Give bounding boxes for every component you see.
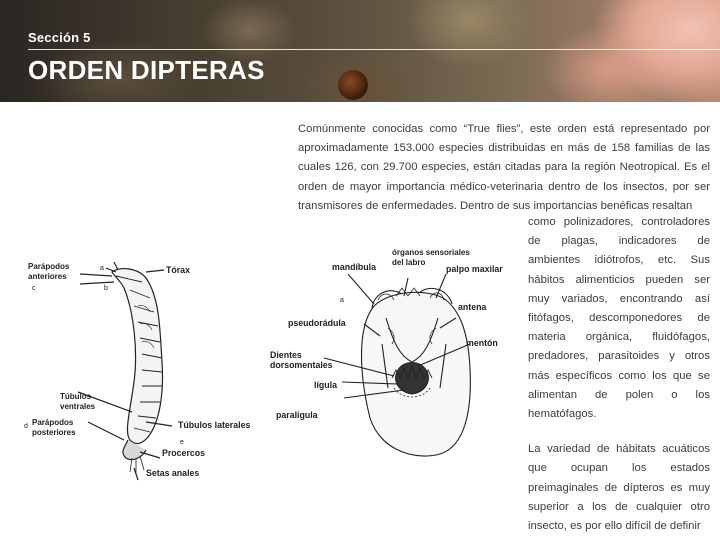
label-letter-d: d <box>24 423 28 430</box>
head-figure <box>270 248 525 478</box>
label-letter-e: e <box>180 439 184 446</box>
label-letter-c: c <box>32 285 36 292</box>
label-torax: Tórax <box>166 265 190 275</box>
label-tubulos-laterales: Túbulos laterales <box>178 420 251 430</box>
habitat-paragraph: La variedad de hábitats acuáticos que ocupan los estados preimaginales de dípteros es muy superior a los de cualquier otro insecto, es por ello difícil de definir <box>528 443 710 533</box>
label-palpo-maxilar: palpo maxilar <box>446 264 503 274</box>
text-column <box>528 213 710 536</box>
section-label: Sección 5 <box>28 30 91 45</box>
label-parapodos-posteriores: Parápodos posteriores <box>32 418 76 437</box>
label-letter-a-larva: a <box>100 265 104 272</box>
larva-drawing <box>20 262 270 482</box>
label-antena: antena <box>458 302 487 312</box>
label-pseudoradula: pseudorádula <box>288 318 346 328</box>
label-parapodos-anteriores: Parápodos anteriores <box>28 262 70 281</box>
label-letter-b: b <box>104 285 108 292</box>
banner-photo-larva <box>338 70 368 100</box>
label-ligula: lígula <box>314 380 337 390</box>
intro-paragraph: Comúnmente conocidas como “True flies”, este orden está representado por aproximadamente 153.000 especies distribuidas en más de 158 familias de las cuales 126, con 29.700 especies, están citadas para la región Neotropical. Es el orden de mayor importancia médico-veterinaria dentro de los insectos, por ser transmisores de enfermedades. Dentro de sus importancias benéficas resaltan <box>298 123 710 212</box>
intro-paragraph-continued: como polinizadores, controladores de plagas, indicadores de ambientes idiótrofos, etc. Sus hábitos alimenticios pueden ser muy variados, encontrando así fitófagos, descomponedores de materia orgánica, fluidófagos, predadores, parasitoides y otros más específicos como los que se alimentan de polen o los hematófagos. <box>528 216 710 421</box>
label-mandibula: mandíbula <box>332 262 376 272</box>
label-organos-sensoriales: órganos sensoriales del labro <box>392 248 470 267</box>
label-letter-a-head: a <box>340 297 344 304</box>
label-procercos: Procercos <box>162 448 206 458</box>
label-paraligula: paralígula <box>276 410 318 420</box>
header-banner <box>0 0 720 102</box>
page-title: ORDEN DIPTERAS <box>28 55 265 85</box>
label-menton: mentón <box>466 338 498 348</box>
label-dientes-dorsomentales: Dientes dorsomentales <box>270 350 333 370</box>
header-divider <box>28 49 720 50</box>
larva-figure <box>20 262 270 482</box>
label-setas-anales: Setas anales <box>146 468 200 478</box>
label-tubulos-ventrales: Túbulos ventrales <box>60 392 96 411</box>
